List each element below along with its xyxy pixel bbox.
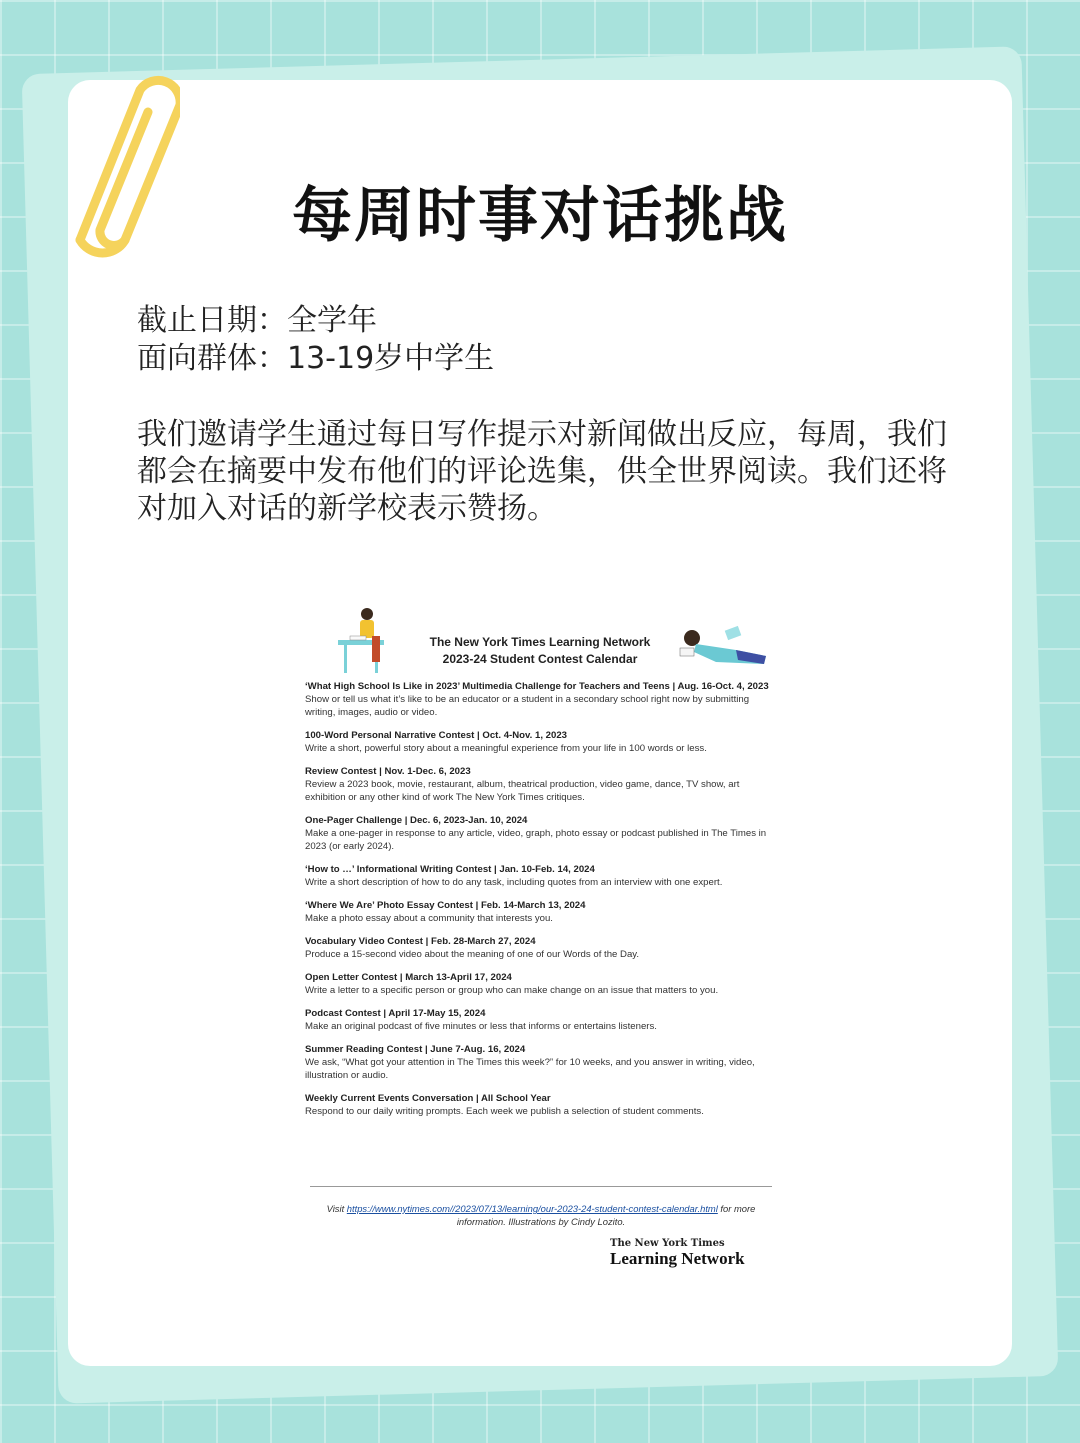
contest-title: Open Letter Contest | March 13-April 17, 2024: [305, 972, 512, 983]
contest-title: ‘Where We Are’ Photo Essay Contest | Feb. 14-March 13, 2024: [305, 900, 586, 911]
contest-list: [305, 680, 775, 1128]
contest-description: We ask, “What got your attention in The Times this week?” for 10 weeks, and you answer in writing, video, illustration or audio.: [305, 1057, 755, 1081]
audience-text: 面向群体：13-19岁中学生: [137, 341, 495, 376]
list-item: [305, 814, 775, 853]
logo-bottom-text: Learning Network: [610, 1249, 745, 1268]
list-item: [305, 729, 775, 755]
contest-description: Write a letter to a specific person or group who can make change on an issue that matters to you.: [305, 985, 719, 996]
nyt-learning-network-logo: [610, 1238, 780, 1269]
contest-description: Make a photo essay about a community that interests you.: [305, 913, 553, 924]
contest-title: 100-Word Personal Narrative Contest | Oct. 4-Nov. 1, 2023: [305, 730, 567, 741]
contest-title: ‘What High School Is Like in 2023’ Multimedia Challenge for Teachers and Teens | Aug. 16-Oct. 4, 2023: [305, 681, 769, 692]
contest-description: Write a short, powerful story about a meaningful experience from your life in 100 words or less.: [305, 743, 707, 754]
student-desk-illustration: [336, 606, 392, 676]
footer-suffix: for more information. Illustrations by Cindy Lozito.: [456, 1203, 756, 1227]
student-reading-illustration: [676, 622, 770, 668]
contest-title: One-Pager Challenge | Dec. 6, 2023-Jan. 10, 2024: [305, 815, 528, 826]
contest-calendar-link[interactable]: https://www.nytimes.com//2023/07/13/learning/our-2023-24-student-contest-calendar.html: [346, 1203, 718, 1214]
list-item: [305, 935, 775, 961]
list-item: [305, 1043, 775, 1082]
meta-block: [137, 302, 494, 378]
list-item: [305, 863, 775, 889]
contest-description: Make a one-pager in response to any article, video, graph, photo essay or podcast published in The Times in 2023 (or early 2024).: [305, 828, 767, 852]
list-item: [305, 971, 775, 997]
contest-description: Produce a 15-second video about the meaning of one of our Words of the Day.: [305, 949, 640, 960]
document-title-line1: The New York Times Learning Network: [429, 635, 651, 649]
contest-title: Podcast Contest | April 17-May 15, 2024: [305, 1008, 486, 1019]
logo-top-text: The New York Times: [610, 1238, 725, 1249]
footer-prefix: Visit: [326, 1203, 347, 1214]
contest-description: Write a short description of how to do any task, including quotes from an interview with one expert.: [305, 877, 723, 888]
document-header: [300, 600, 782, 680]
document-title: [400, 634, 680, 668]
deadline-text: 截止日期：全学年: [137, 303, 377, 338]
divider: [310, 1186, 772, 1187]
contest-title: Review Contest | Nov. 1-Dec. 6, 2023: [305, 766, 471, 777]
contest-title: Summer Reading Contest | June 7-Aug. 16, 2024: [305, 1044, 526, 1055]
page-title: 每周时事对话挑战: [292, 181, 788, 251]
contest-calendar-document: [300, 600, 782, 1280]
list-item: [305, 1007, 775, 1033]
list-item: [305, 899, 775, 925]
contest-description: Review a 2023 book, movie, restaurant, album, theatrical production, video game, dance, TV show, art exhibition or any other kind of work The New York Times critiques.: [305, 779, 740, 803]
contest-description: Make an original podcast of five minutes or less that informs or entertains listeners.: [305, 1021, 657, 1032]
list-item: [305, 680, 775, 719]
list-item: [305, 1092, 775, 1118]
contest-title: Vocabulary Video Contest | Feb. 28-March 27, 2024: [305, 936, 536, 947]
contest-description: Respond to our daily writing prompts. Each week we publish a selection of student comments.: [305, 1106, 704, 1117]
contest-title: ‘How to …’ Informational Writing Contest | Jan. 10-Feb. 14, 2024: [305, 864, 595, 875]
contest-description: Show or tell us what it’s like to be an educator or a student in a secondary school right now by submitting writing, images, audio or video.: [305, 694, 750, 718]
document-footer: [310, 1202, 772, 1228]
list-item: [305, 765, 775, 804]
description-text: 我们邀请学生通过每日写作提示对新闻做出反应，每周，我们都会在摘要中发布他们的评论选集，供全世界阅读。我们还将对加入对话的新学校表示赞扬。: [137, 417, 947, 526]
contest-title: Weekly Current Events Conversation | All School Year: [305, 1093, 551, 1104]
document-title-line2: 2023-24 Student Contest Calendar: [442, 652, 638, 666]
